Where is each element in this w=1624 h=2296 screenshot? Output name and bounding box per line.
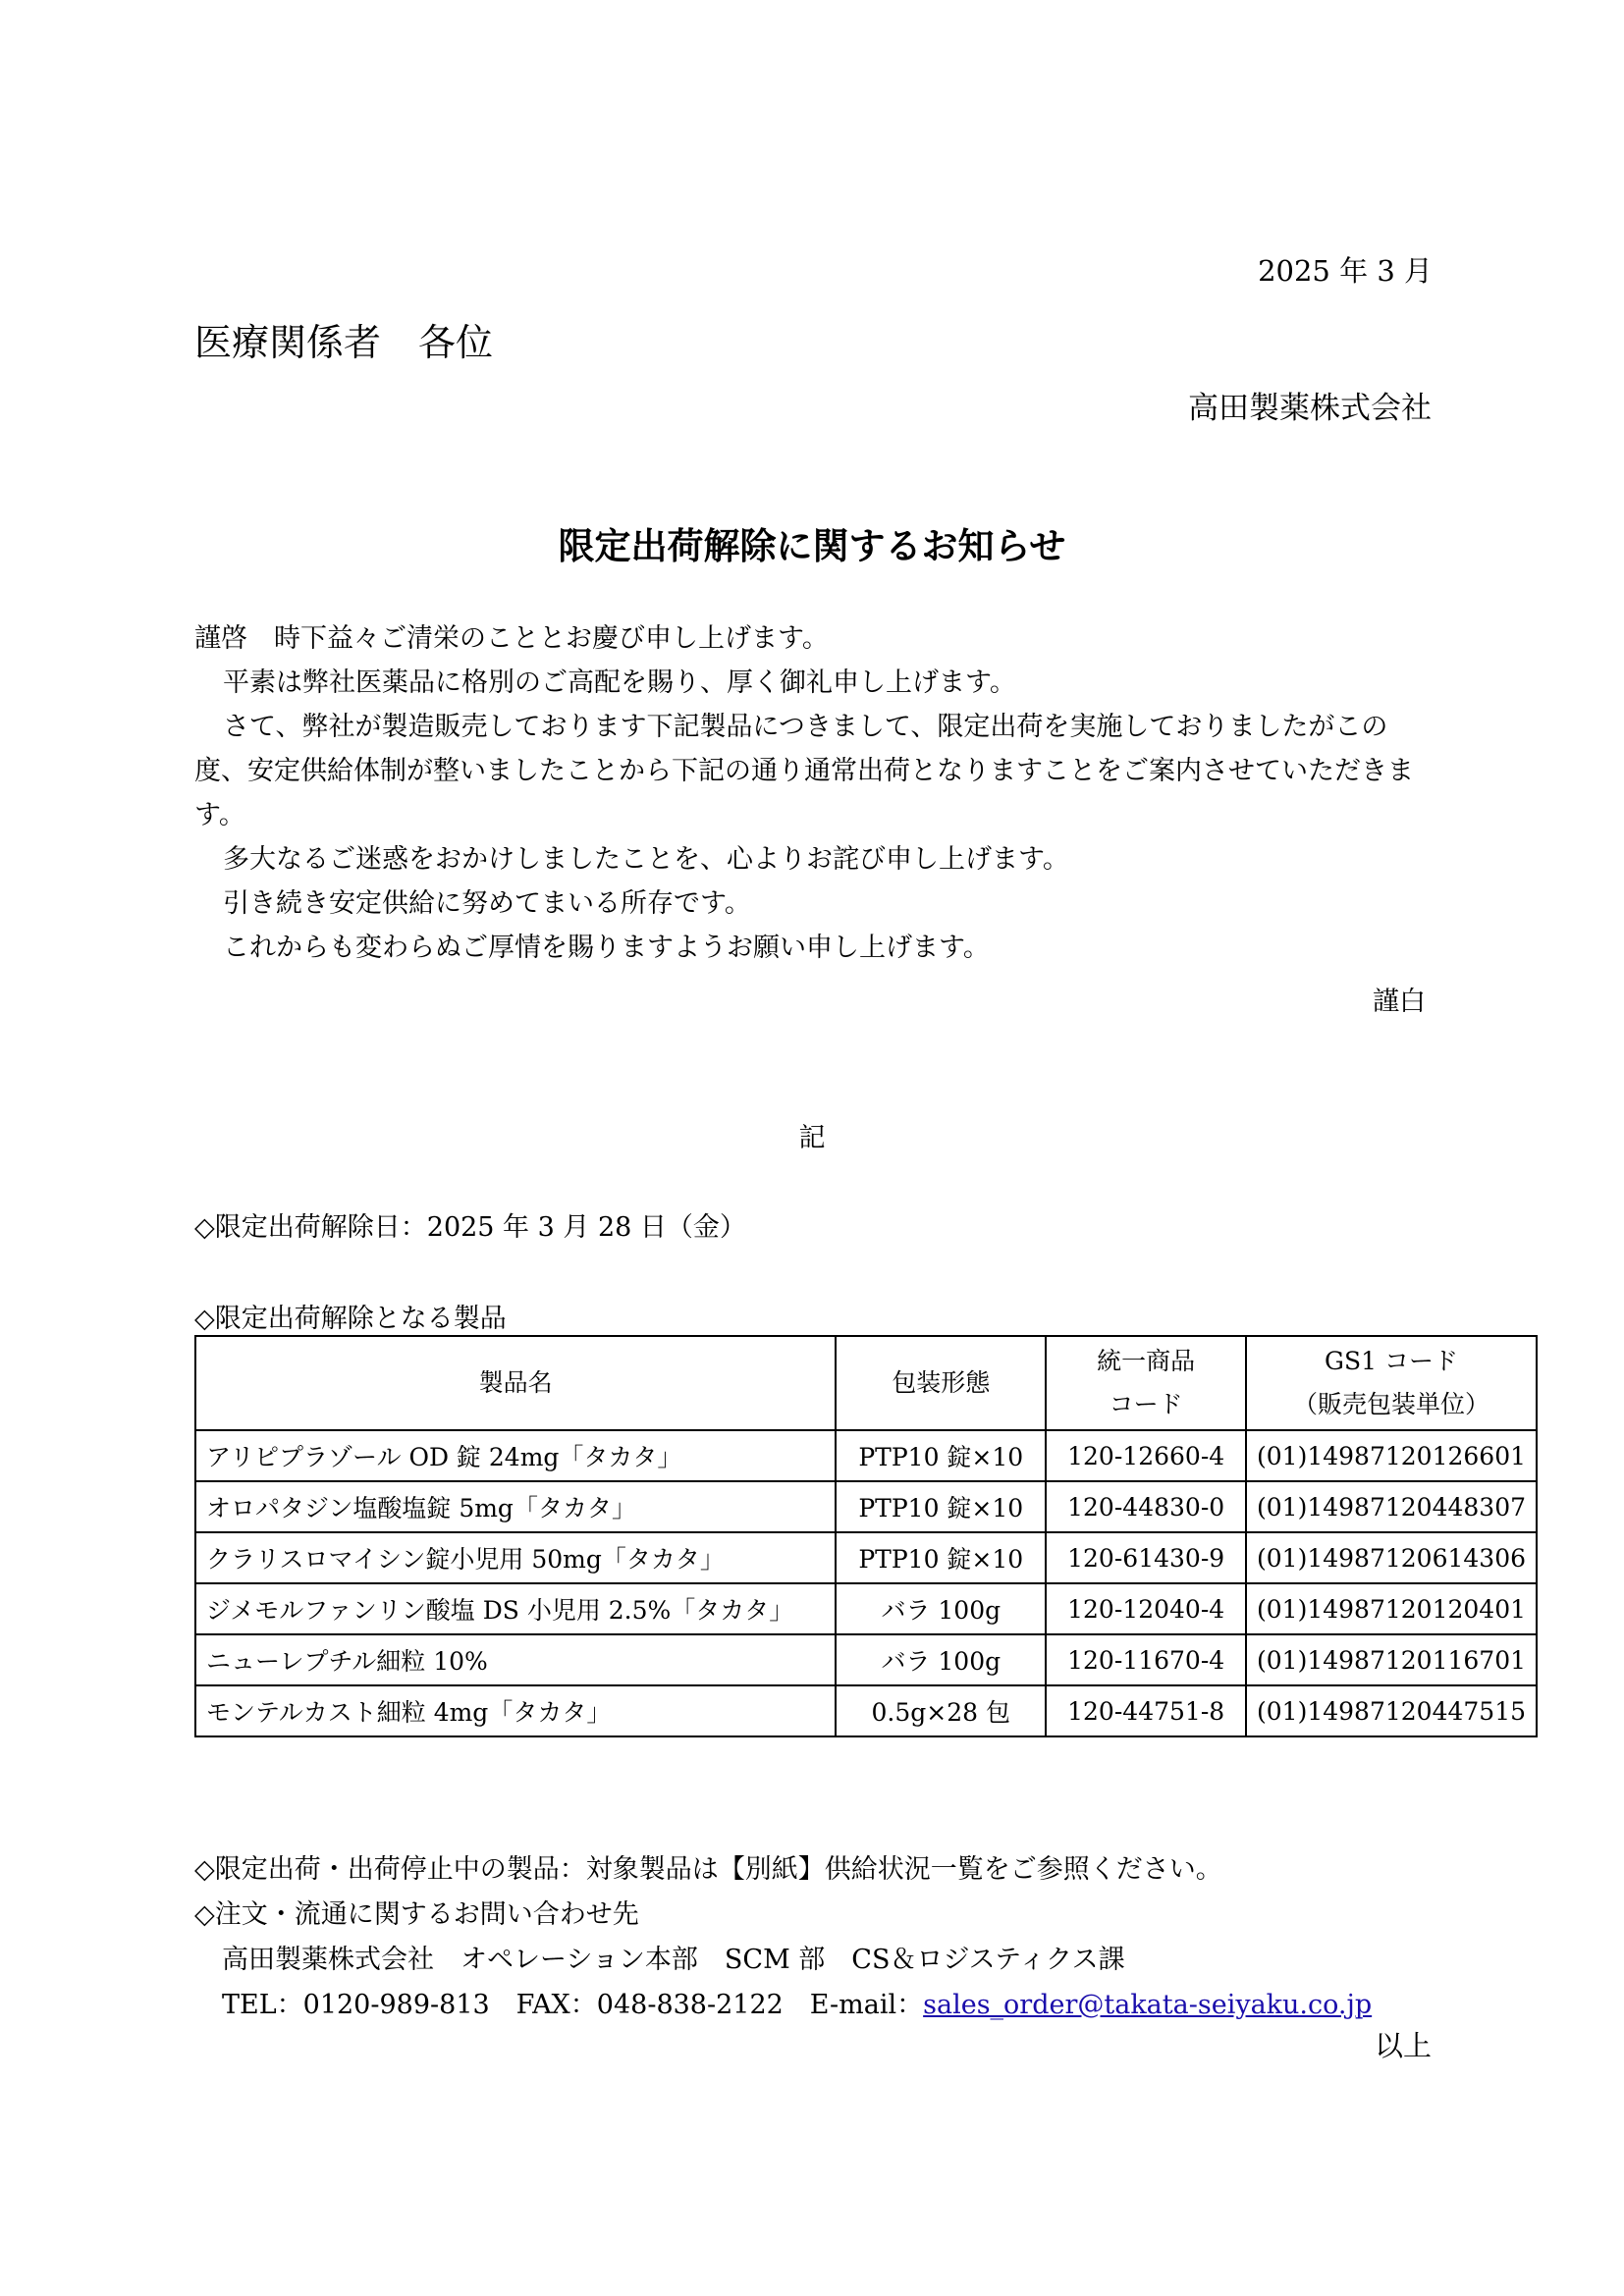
letter-body bbox=[194, 616, 1430, 970]
header-gs1-code: GS1 コード （販売包装単位） bbox=[1246, 1336, 1537, 1430]
cell-package-form: PTP10 錠×10 bbox=[836, 1481, 1046, 1532]
cell-product-code: 120-12040-4 bbox=[1046, 1583, 1246, 1634]
cell-package-form: バラ 100g bbox=[836, 1583, 1046, 1634]
body-line-thanks: 平素は弊社医薬品に格別のご高配を賜り、厚く御礼申し上げます。 bbox=[223, 667, 1016, 698]
table-header-row bbox=[195, 1336, 1537, 1430]
cell-gs1-code: (01)14987120120401 bbox=[1246, 1583, 1537, 1634]
body-line-opening: 謹啓 時下益々ご清栄のこととお慶び申し上げます。 bbox=[194, 623, 829, 654]
cell-package-form: 0.5g×28 包 bbox=[836, 1685, 1046, 1736]
table-row bbox=[195, 1481, 1537, 1532]
cell-gs1-code: (01)14987120126601 bbox=[1246, 1430, 1537, 1481]
cell-package-form: PTP10 錠×10 bbox=[836, 1532, 1046, 1583]
table-row bbox=[195, 1583, 1537, 1634]
addressee: 医療関係者 各位 bbox=[194, 321, 494, 364]
cell-product-name: クラリスロマイシン錠小児用 50mg「タカタ」 bbox=[195, 1532, 836, 1583]
restricted-products-note: ◇限定出荷・出荷停止中の製品：対象製品は【別紙】供給状況一覧をご参照ください。 bbox=[194, 1854, 1222, 1885]
closing-word: 謹白 bbox=[1373, 987, 1426, 1017]
cell-product-name: アリピプラゾール OD 錠 24mg「タカタ」 bbox=[195, 1430, 836, 1481]
cell-product-code: 120-12660-4 bbox=[1046, 1430, 1246, 1481]
phone-fax-text: TEL：0120-989-813 FAX：048-838-2122 E-mail： bbox=[222, 1990, 924, 2020]
cell-product-code: 120-44751-8 bbox=[1046, 1685, 1246, 1736]
body-line-commitment: 引き続き安定供給に努めてまいる所存です。 bbox=[223, 888, 751, 919]
cell-gs1-code: (01)14987120116701 bbox=[1246, 1634, 1537, 1685]
body-line-request: これからも変わらぬご厚情を賜りますようお願い申し上げます。 bbox=[223, 933, 990, 963]
table-row bbox=[195, 1634, 1537, 1685]
products-heading: ◇限定出荷解除となる製品 bbox=[194, 1304, 507, 1334]
products-table bbox=[194, 1335, 1538, 1737]
cell-gs1-code: (01)14987120448307 bbox=[1246, 1481, 1537, 1532]
end-marker: 以上 bbox=[1374, 2029, 1432, 2062]
ki-marker: 記 bbox=[798, 1123, 826, 1153]
cell-package-form: PTP10 錠×10 bbox=[836, 1430, 1046, 1481]
sender-company: 高田製薬株式会社 bbox=[1188, 391, 1432, 426]
cell-product-name: モンテルカスト細粒 4mg「タカタ」 bbox=[195, 1685, 836, 1736]
cell-package-form: バラ 100g bbox=[836, 1634, 1046, 1685]
release-date-line: ◇限定出荷解除日：2025 年 3 月 28 日（金） bbox=[194, 1212, 746, 1243]
table-row bbox=[195, 1430, 1537, 1481]
header-package-form: 包装形態 bbox=[836, 1336, 1046, 1430]
header-product-code: 統一商品 コード bbox=[1046, 1336, 1246, 1430]
cell-product-name: ニューレプチル細粒 10% bbox=[195, 1634, 836, 1685]
document-date: 2025 年 3 月 bbox=[1258, 254, 1433, 288]
header-product-name: 製品名 bbox=[195, 1336, 836, 1430]
cell-product-name: オロパタジン塩酸塩錠 5mg「タカタ」 bbox=[195, 1481, 836, 1532]
cell-product-code: 120-61430-9 bbox=[1046, 1532, 1246, 1583]
email-link[interactable]: sales_order@takata-seiyaku.co.jp bbox=[923, 1990, 1373, 2020]
contact-phone-line bbox=[222, 1983, 1372, 2021]
cell-product-name: ジメモルファンリン酸塩 DS 小児用 2.5%「タカタ」 bbox=[195, 1583, 836, 1634]
table-row bbox=[195, 1532, 1537, 1583]
cell-product-code: 120-11670-4 bbox=[1046, 1634, 1246, 1685]
body-line-announcement: さて、弊社が製造販売しております下記製品につきまして、限定出荷を実施しておりましたがこの度、安定供給体制が整いましたことから下記の通り通常出荷となりますことをご案内させていただきます。 bbox=[194, 712, 1414, 830]
inquiry-heading: ◇注文・流通に関するお問い合わせ先 bbox=[194, 1899, 639, 1930]
body-line-apology: 多大なるご迷惑をおかけしましたことを、心よりお詫び申し上げます。 bbox=[223, 844, 1069, 875]
cell-gs1-code: (01)14987120447515 bbox=[1246, 1685, 1537, 1736]
cell-product-code: 120-44830-0 bbox=[1046, 1481, 1246, 1532]
document-title: 限定出荷解除に関するお知らせ bbox=[558, 524, 1066, 567]
table-row bbox=[195, 1685, 1537, 1736]
cell-gs1-code: (01)14987120614306 bbox=[1246, 1532, 1537, 1583]
contact-department: 高田製薬株式会社 オペレーション本部 SCM 部 CS＆ロジスティクス課 bbox=[222, 1945, 1125, 1975]
